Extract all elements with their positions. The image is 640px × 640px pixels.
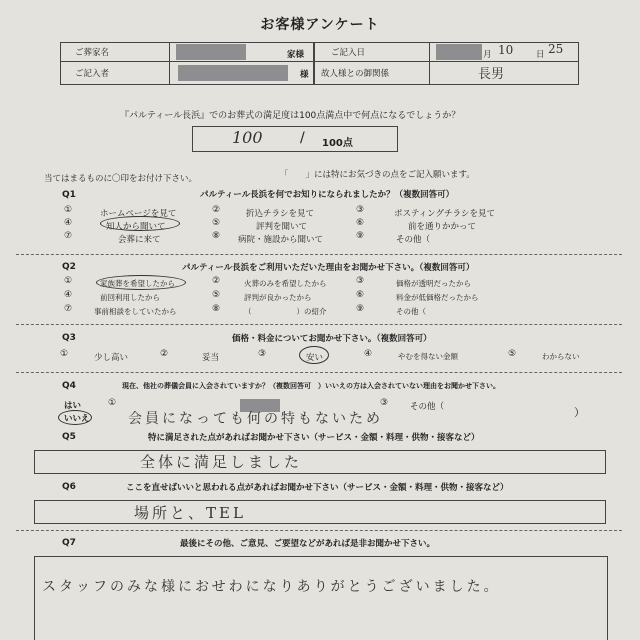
q2-num: ⑤ <box>212 290 221 300</box>
q2-num: ⑦ <box>64 304 73 314</box>
q2-option[interactable]: その他（ <box>396 307 426 316</box>
date-month-value: 10 <box>498 43 514 57</box>
q2-option[interactable]: 前回利用したから <box>100 293 160 302</box>
q2-option[interactable]: 家族葬を希望したから <box>100 279 175 288</box>
q6-text: ここを直せばいいと思われる点があればお聞かせ下さい（サービス・金額・料理・供物・接客など） <box>126 483 509 493</box>
q4-label: Q4 <box>62 381 76 391</box>
q1-num: ⑤ <box>212 218 221 228</box>
date-day-suffix: 日 <box>536 50 545 60</box>
q1-num: ② <box>212 205 221 215</box>
q2-num: ⑥ <box>356 290 365 300</box>
answer-circle <box>58 410 92 425</box>
q1-option[interactable]: その他（ <box>396 235 431 245</box>
q7-answer-box[interactable] <box>34 556 608 640</box>
q1-num: ① <box>64 205 73 215</box>
redaction-block <box>436 44 482 60</box>
q3-num: ③ <box>258 349 267 359</box>
q6-answer-box[interactable] <box>34 500 606 524</box>
relation-label: 故人様との御関係 <box>314 61 430 85</box>
q6-answer: 場所と、TEL <box>134 504 246 522</box>
score-question: 『パルティール長浜』でのお葬式の満足度は100点満点中で何点になるでしょうか？ <box>120 111 461 121</box>
q1-num: ⑥ <box>356 218 365 228</box>
q5-answer-box[interactable] <box>34 450 606 474</box>
q4-other[interactable]: その他（ <box>410 402 445 412</box>
section-divider <box>16 372 622 373</box>
q3-text: 価格・料金についてお聞かせ下さい。（複数回答可） <box>232 334 432 344</box>
q7-text: 最後にその他、ご意見、ご要望などがあれば是非お聞かせ下さい。 <box>180 539 436 549</box>
date-day-value: 25 <box>548 42 564 56</box>
q1-num: ⑦ <box>64 231 73 241</box>
q3-option[interactable]: 安い <box>306 353 324 363</box>
score-max: 100点 <box>322 138 353 149</box>
q1-option[interactable]: ホームページを見て <box>100 209 177 219</box>
q2-option[interactable]: 料金が低価格だったから <box>396 293 479 302</box>
q1-option[interactable]: 病院・施設から聞いて <box>238 235 324 245</box>
q7-answer: スタッフのみな様におせわになりありがとうございました。 <box>42 579 501 595</box>
answer-circle <box>299 346 329 364</box>
q1-option[interactable]: 評判を聞いて <box>256 222 308 232</box>
q4-text: 現在、他社の葬儀会員に入会されていますか？（複数回答可 ）いいえの方は入会されていない理由をお聞かせ下さい。 <box>122 382 500 390</box>
q2-option[interactable]: 火葬のみを希望したから <box>244 279 327 288</box>
q1-text: パルティール長浜を何でお知りになられましたか？（複数回答可） <box>200 190 455 200</box>
q3-num: ② <box>160 349 169 359</box>
q2-text: パルティール長浜をご利用いただいた理由をお聞かせ下さい。（複数回答可） <box>182 263 475 273</box>
instructions-right: 「 」には特にお気づきの点をご記入願います。 <box>280 170 475 180</box>
q4-yes[interactable]: はい <box>64 401 82 411</box>
q4-answer: 会員になっても何の特もないため <box>128 411 383 427</box>
redaction-block <box>176 44 246 60</box>
date-label: ご記入日 <box>314 42 430 62</box>
q1-option[interactable]: 会葬に来て <box>118 235 161 245</box>
q1-num: ④ <box>64 218 73 228</box>
instructions-left: 当てはまるものに〇印をお付け下さい。 <box>44 174 198 184</box>
q1-option[interactable]: 折込チラシを見て <box>246 209 315 219</box>
q2-num: ① <box>64 276 73 286</box>
survey-title: お客様アンケート <box>260 17 380 33</box>
q2-option[interactable]: 価格が透明だったから <box>396 279 471 288</box>
q2-option[interactable]: （ ）の紹介 <box>244 307 327 316</box>
writer-label: ご記入者 <box>60 61 170 85</box>
q3-option[interactable]: 少し高い <box>94 353 129 363</box>
q4-close-paren: ） <box>574 406 585 419</box>
q2-label: Q2 <box>62 262 76 272</box>
date-month-suffix: 月 <box>483 50 492 60</box>
score-slash: / <box>300 130 305 146</box>
q1-label: Q1 <box>62 190 76 200</box>
q4-no[interactable]: いいえ <box>64 414 90 424</box>
q2-num: ② <box>212 276 221 286</box>
q4-num-1: ① <box>108 398 117 408</box>
answer-circle <box>100 216 180 231</box>
q1-option[interactable]: ポスティングチラシを見て <box>394 209 495 219</box>
score-value: 100 <box>232 128 263 147</box>
q3-option[interactable]: 妥当 <box>202 353 220 363</box>
q3-option[interactable]: わからない <box>542 352 580 361</box>
q1-num: ⑧ <box>212 231 221 241</box>
q1-num: ⑨ <box>356 231 365 241</box>
q2-num: ④ <box>64 290 73 300</box>
answer-circle <box>96 275 186 290</box>
section-divider <box>16 530 622 531</box>
q3-num: ① <box>60 349 69 359</box>
q1-option[interactable]: 前を通りかかって <box>408 222 477 232</box>
family-suffix: 家様 <box>287 50 305 60</box>
q3-num: ④ <box>364 349 373 359</box>
q2-num: ③ <box>356 276 365 286</box>
q2-option[interactable]: 事前相談をしていたから <box>94 307 177 316</box>
q5-answer: 全体に満足しました <box>140 453 303 471</box>
q2-num: ⑨ <box>356 304 365 314</box>
q3-num: ⑤ <box>508 349 517 359</box>
redaction-block <box>178 65 288 81</box>
q6-label: Q6 <box>62 482 76 492</box>
q1-num: ③ <box>356 205 365 215</box>
section-divider <box>16 254 622 255</box>
q4-num-3: ③ <box>380 398 389 408</box>
q7-label: Q7 <box>62 538 76 548</box>
q5-text: 特に満足された点があればお聞かせ下さい（サービス・金額・料理・供物・接客など） <box>148 433 480 443</box>
score-box <box>192 126 398 152</box>
q2-num: ⑧ <box>212 304 221 314</box>
deceased-label: ご葬家名 <box>60 42 170 62</box>
q3-option[interactable]: やむを得ない金額 <box>398 352 458 361</box>
section-divider <box>16 324 622 325</box>
relation-value: 長男 <box>478 67 505 82</box>
q5-label: Q5 <box>62 432 76 442</box>
writer-suffix: 様 <box>300 70 309 80</box>
q3-label: Q3 <box>62 333 76 343</box>
q2-option[interactable]: 評判が良かったから <box>244 293 312 302</box>
q1-option[interactable]: 知人から聞いて <box>106 222 166 232</box>
